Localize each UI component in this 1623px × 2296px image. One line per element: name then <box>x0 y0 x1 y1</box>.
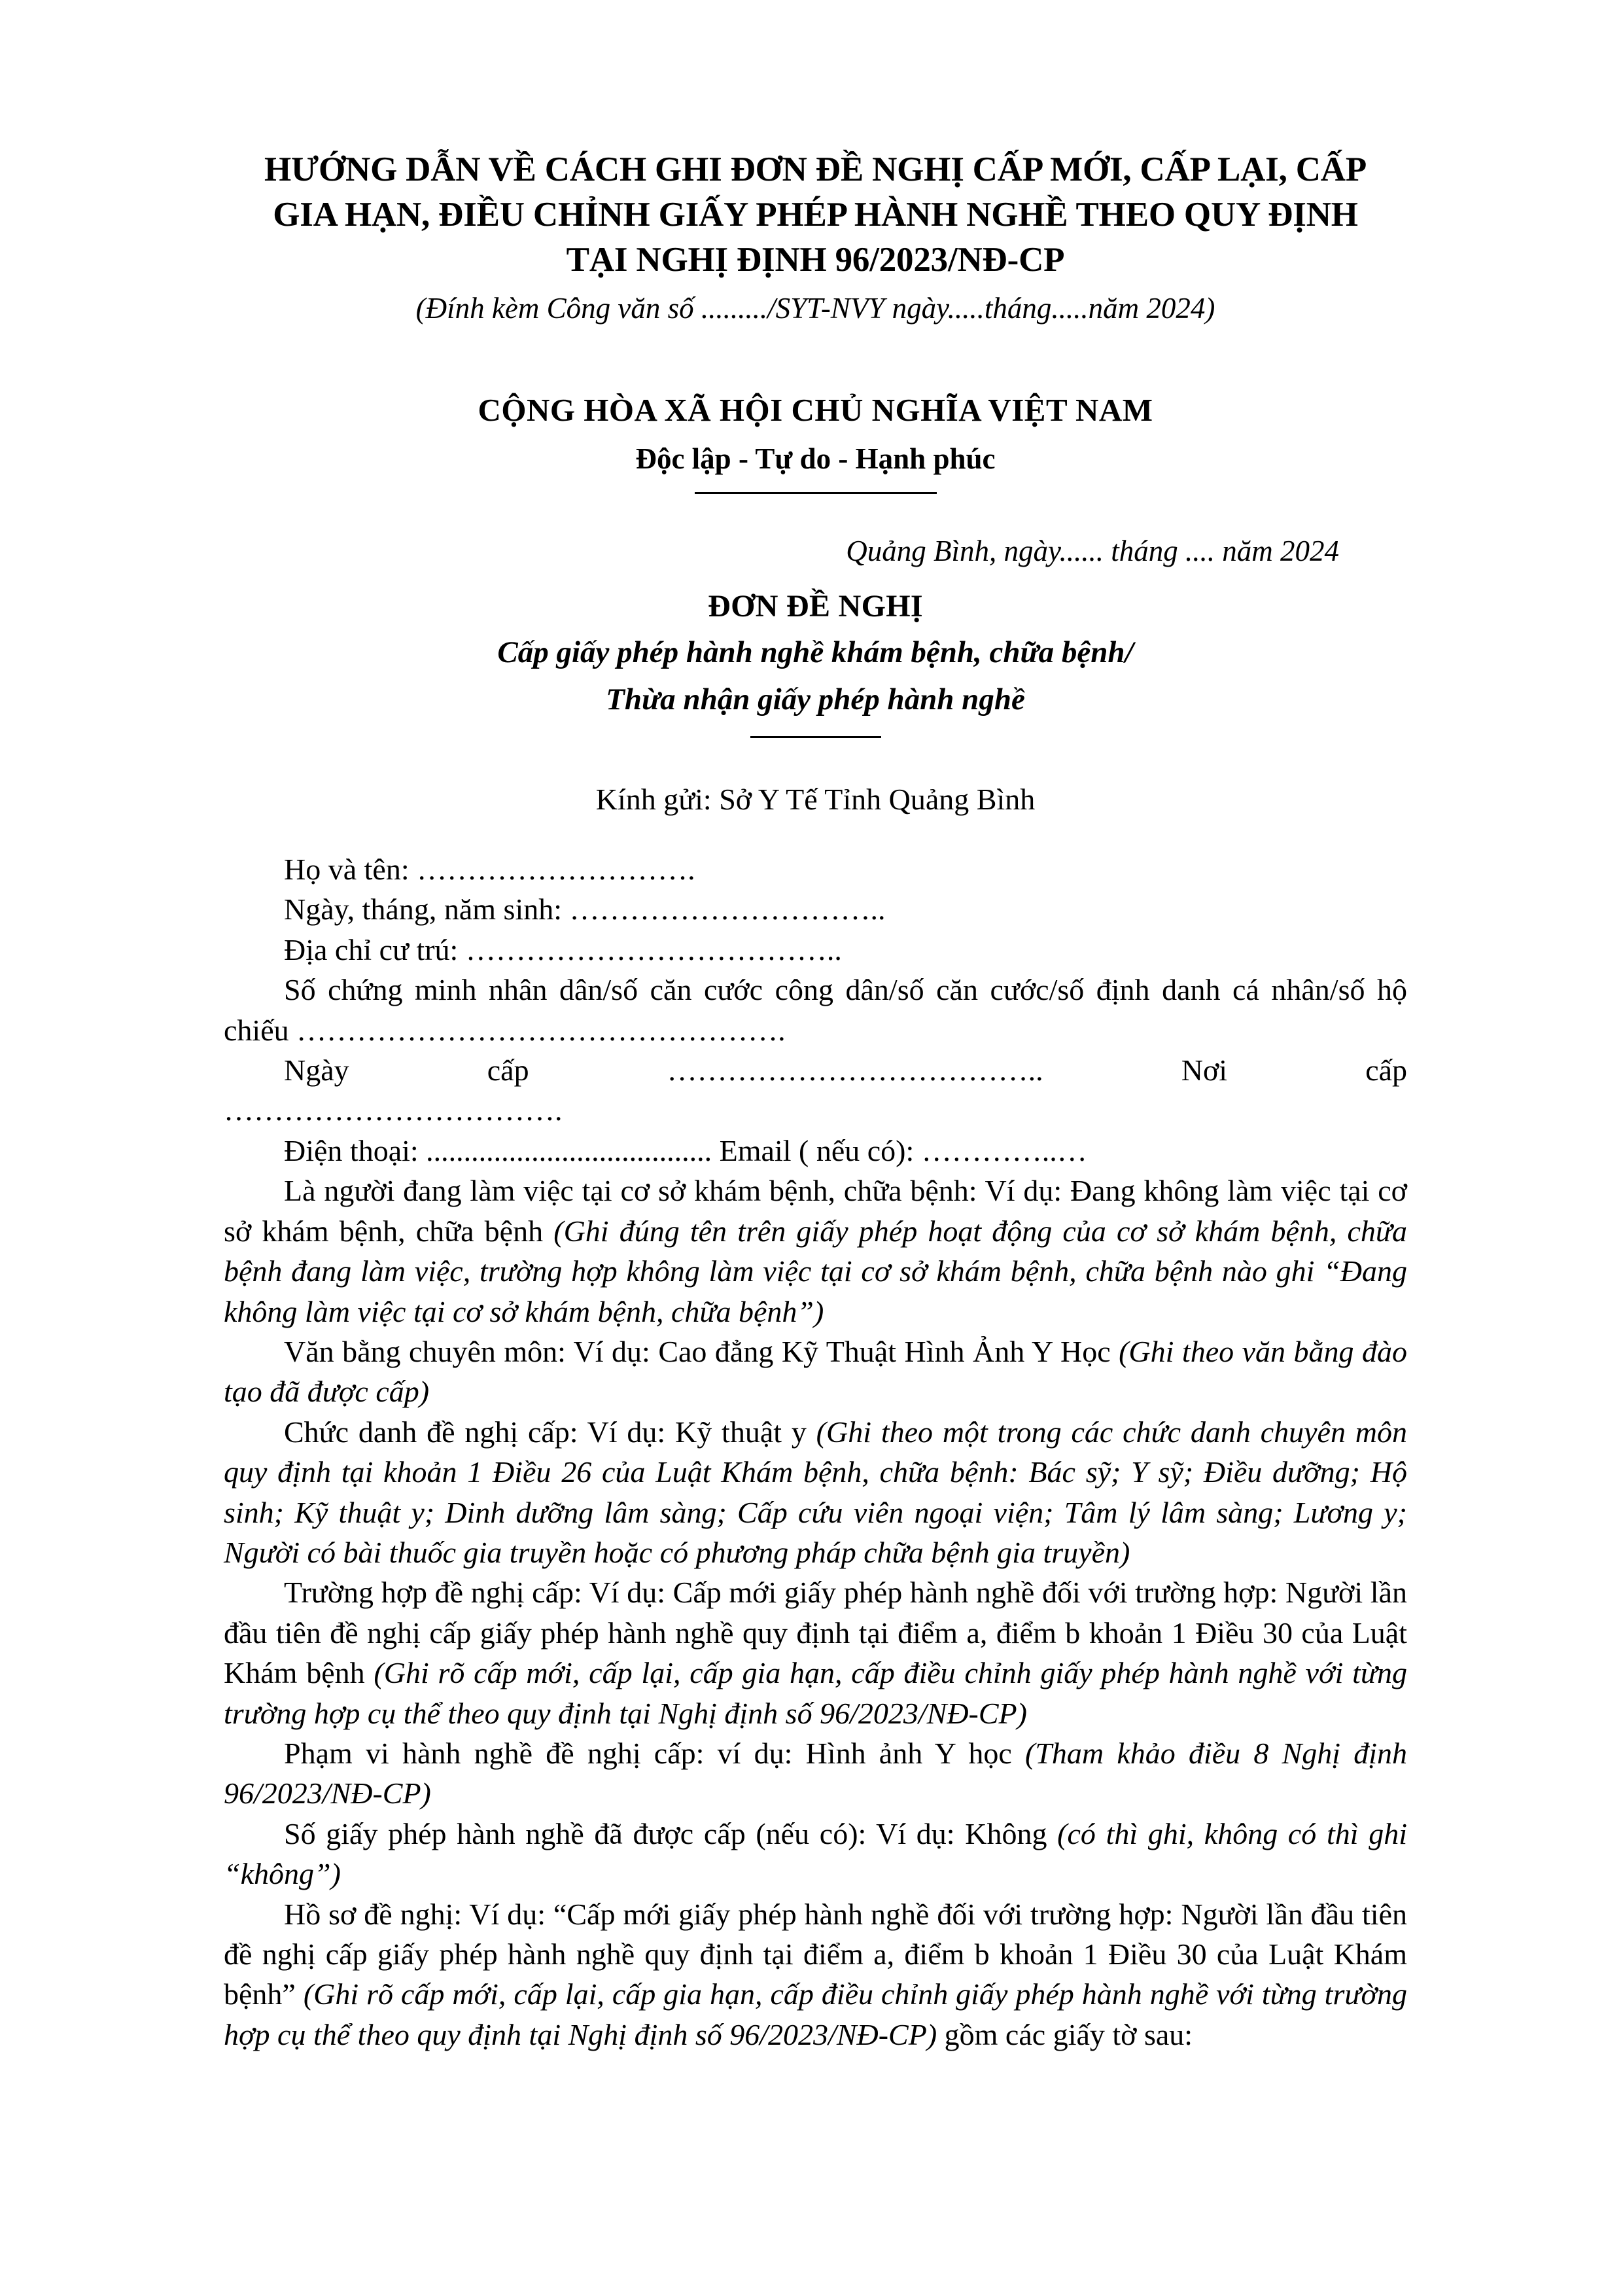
field-full-name: Họ và tên: ………………………. <box>284 853 695 887</box>
field-date-of-birth: Ngày, tháng, năm sinh: ………………………….. <box>284 892 886 927</box>
issue-date-label-ngay: Ngày <box>284 1053 349 1087</box>
paragraph-degree-plain: Văn bằng chuyên môn: Ví dụ: Cao đẳng Kỹ Thuật Hình Ảnh Y Học <box>284 1334 1119 1368</box>
recipient-line: Kính gửi: Sở Y Tế Tỉnh Quảng Bình <box>595 783 1036 817</box>
paragraph-dossier-tail: gồm các giấy tờ sau: <box>937 2017 1193 2051</box>
document-title-line-3: TẠI NGHỊ ĐỊNH 96/2023/NĐ-CP <box>566 240 1065 279</box>
paragraph-dossier <box>224 1894 1407 2055</box>
issue-date-dots: ……………………………….. <box>667 1053 1043 1087</box>
paragraph-degree-note: (Ghi theo văn bằng đào tạo đã được cấp) <box>224 1334 1407 1409</box>
paragraph-workplace-note: (Ghi đúng tên trên giấy phép hoạt động của cơ sở khám bệnh, chữa bệnh đang làm việc, trường hợp không làm việc tại cơ sở khám bệnh, chữa bệnh nào ghi “Đang không làm việc tại cơ sở khám bệnh, chữa bệnh”) <box>224 1214 1408 1328</box>
paragraph-existing-license-number-plain: Số giấy phép hành nghề đã được cấp (nếu có): Ví dụ: Không <box>284 1816 1058 1850</box>
issue-date-label-cap: cấp <box>487 1053 529 1087</box>
application-heading-line-3: Thừa nhận giấy phép hành nghề <box>606 682 1025 716</box>
application-heading <box>224 586 1407 738</box>
paragraph-dossier-plain: Hồ sơ đề nghị: Ví dụ: “Cấp mới giấy phép hành nghề đối với trường hợp: Người lần đầu tiên đề nghị cấp giấy phép hành nghề quy định tại điểm a, điểm b khoản 1 Điều 30 của Luật Khám bệnh” <box>224 1897 1407 2011</box>
application-heading-divider <box>750 736 881 738</box>
paragraph-practice-scope-note: (Tham khảo điều 8 Nghị định 96/2023/NĐ-CP) <box>224 1736 1407 1810</box>
field-identification-numbers-line-2: nhân/số hộ chiếu …………………………………………. <box>224 973 1407 1047</box>
application-heading-line-1: ĐƠN ĐỀ NGHỊ <box>708 588 923 624</box>
paragraph-request-case <box>224 1572 1407 1733</box>
paragraph-request-case-plain: Trường hợp đề nghị cấp: Ví dụ: Cấp mới giấy phép hành nghề đối với trường hợp: Người lần đầu tiên đề nghị cấp giấy phép hành nghề quy định tại điểm a, điểm b khoản 1 Điều 30 của Luật Khám bệnh <box>224 1576 1407 1690</box>
issue-place-label-cap: cấp <box>1365 1053 1408 1087</box>
field-residential-address: Địa chỉ cư trú: ……………………………….. <box>284 932 842 966</box>
national-heading <box>224 390 1407 494</box>
field-identification-numbers-line-1: Số chứng minh nhân dân/số căn cước công dân/số căn cước/số định danh cá <box>284 973 1259 1007</box>
paragraph-professional-title-note: (Ghi theo một trong các chức danh chuyên môn quy định tại khoản 1 Điều 26 của Luật Khám bệnh, chữa bệnh: Bác sỹ; Y sỹ; Điều dưỡng; Hộ sinh; Kỹ thuật y; Dinh dưỡng lâm sàng; Cấp cứu viên ngoại viện; Tâm lý lâm sàng; Lương y; Người có bài thuốc gia truyền hoặc có phương pháp chữa bệnh gia truyền) <box>224 1415 1408 1569</box>
paragraph-professional-title-plain: Chức danh đề nghị cấp: Ví dụ: Kỹ thuật y <box>284 1415 816 1449</box>
field-phone-and-email: Điện thoại: ...................................... Email ( nếu có): …………..… <box>284 1133 1087 1167</box>
paragraph-workplace <box>224 1171 1407 1332</box>
paragraph-workplace-plain: Là người đang làm việc tại cơ sở khám bệnh, chữa bệnh: Ví dụ: Đang không làm việc tại cơ sở khám bệnh, chữa bệnh <box>224 1174 1407 1248</box>
country-name: CỘNG HÒA XÃ HỘI CHỦ NGHĨA VIỆT NAM <box>478 392 1153 429</box>
place-and-date: Quảng Bình, ngày...... tháng .... năm 2024 <box>846 535 1339 568</box>
heading-divider <box>695 492 937 494</box>
document-title-line-2: GIA HẠN, ĐIỀU CHỈNH GIẤY PHÉP HÀNH NGHỀ THEO QUY ĐỊNH <box>273 195 1358 234</box>
paragraph-dossier-note: (Ghi rõ cấp mới, cấp lại, cấp gia hạn, cấp điều chỉnh giấy phép hành nghề với từng trường hợp cụ thể theo quy định tại Nghị định số 96/2023/NĐ-CP) <box>224 1977 1407 2051</box>
document-subtitle: (Đính kèm Công văn số ........./SYT-NVY ngày.....tháng.....năm 2024) <box>415 291 1215 325</box>
document-title <box>224 147 1407 283</box>
paragraph-practice-scope <box>224 1733 1407 1814</box>
paragraph-request-case-note: (Ghi rõ cấp mới, cấp lại, cấp gia hạn, cấp điều chỉnh giấy phép hành nghề với từng trường hợp cụ thể theo quy định tại Nghị định số 96/2023/NĐ-CP) <box>224 1656 1407 1730</box>
issue-place-label-noi: Nơi <box>1181 1053 1228 1087</box>
application-heading-line-2: Cấp giấy phép hành nghề khám bệnh, chữa bệnh/ <box>497 635 1134 670</box>
national-motto: Độc lập - Tự do - Hạnh phúc <box>635 442 996 475</box>
document-body <box>224 849 1407 2055</box>
paragraph-practice-scope-plain: Phạm vi hành nghề đề nghị cấp: ví dụ: Hình ảnh Y học <box>284 1736 1026 1770</box>
paragraph-existing-license-number <box>224 1814 1407 1894</box>
field-issue-place-dots: ……………………………. <box>224 1093 563 1127</box>
document-title-line-1: HƯỚNG DẪN VỀ CÁCH GHI ĐƠN ĐỀ NGHỊ CẤP MỚI, CẤP LẠI, CẤP <box>264 150 1367 188</box>
paragraph-existing-license-number-note: (có thì ghi, không có thì ghi “không”) <box>224 1816 1407 1891</box>
paragraph-professional-title <box>224 1412 1407 1573</box>
paragraph-degree <box>224 1332 1407 1412</box>
field-identification-numbers <box>224 970 1407 1050</box>
field-issue-date-and-place <box>224 1050 1407 1090</box>
